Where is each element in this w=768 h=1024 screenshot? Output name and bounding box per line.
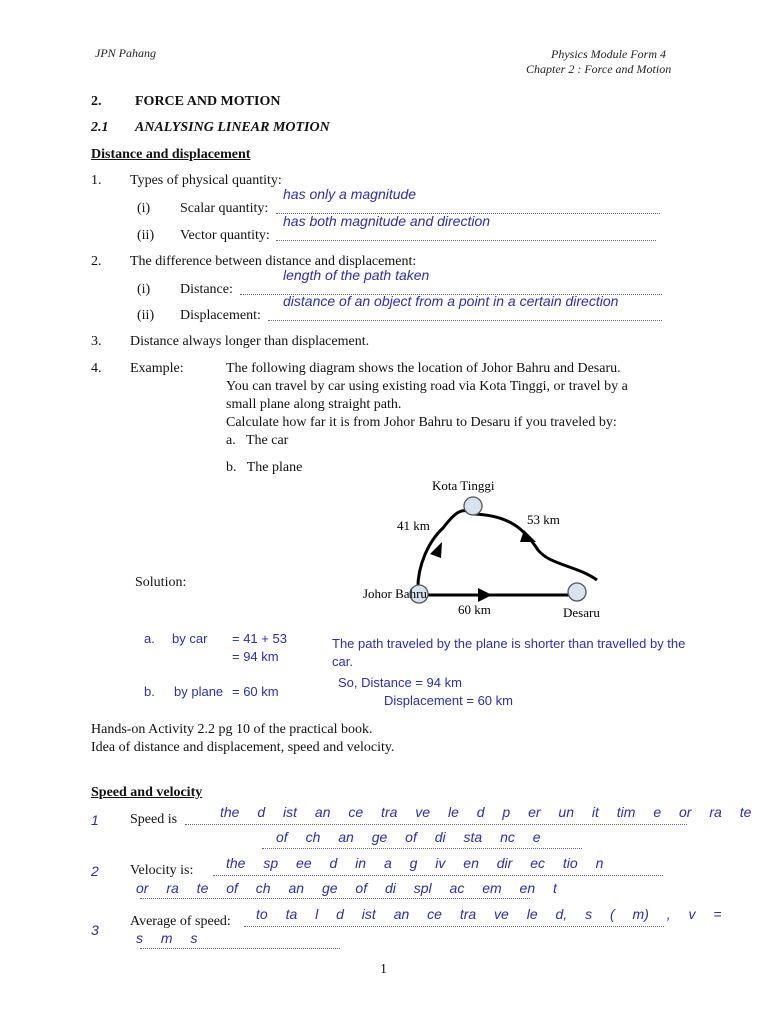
q4-line-3: small plane along straight path. (226, 397, 402, 412)
velocity-definition-line1 (213, 875, 663, 876)
q2-displacement-answer-line (268, 320, 662, 321)
speed-definition-answer2: of ch an ge of di sta nc e (276, 829, 541, 845)
q2-distance-label: Distance: (180, 282, 233, 297)
speed-definition-line2 (262, 848, 582, 849)
activity-line1: Hands-on Activity 2.2 pg 10 of the practical book. (91, 722, 373, 737)
q2-displacement-label: Displacement: (180, 308, 261, 323)
q1-ii-number: (ii) (137, 228, 155, 243)
q4-line-1: The following diagram shows the location of Johor Bahru and Desaru. (226, 361, 621, 376)
average-speed-line1 (244, 926, 664, 927)
speed-item-2-number: 2 (91, 863, 99, 879)
solution-note-line2: car. (332, 654, 353, 669)
solution-a-by: by car (172, 631, 208, 646)
solution-a-label: a. (144, 631, 155, 646)
kota-tinggi-node (464, 497, 482, 515)
header-right-chapter: Chapter 2 : Force and Motion (526, 62, 672, 76)
q1-text: Types of physical quantity: (130, 173, 282, 188)
header-left: JPN Pahang (95, 46, 156, 60)
label-johor-bahru: Johor Bahru (363, 586, 427, 601)
velocity-definition-answer1: the sp ee d in a g iv en dir ec tio n (226, 855, 604, 871)
solution-label: Solution: (135, 575, 187, 590)
q3-number: 3. (91, 334, 102, 349)
arrow-plane (478, 588, 492, 602)
label-kota-tinggi: Kota Tinggi (432, 478, 495, 493)
q2-text: The difference between distance and displacement: (130, 254, 417, 269)
page-number: 1 (380, 962, 387, 977)
q1-scalar-answer: has only a magnitude (283, 186, 417, 202)
chapter-title: FORCE AND MOTION (135, 94, 281, 109)
solution-so-distance: So, Distance = 94 km (338, 675, 462, 690)
speed-definition-line1 (185, 824, 687, 825)
topic-heading-distance: Distance and displacement (91, 147, 251, 162)
arrow-to-kota-tinggi (430, 542, 442, 558)
q4-label: Example: (130, 361, 184, 376)
velocity-definition-answer2: or ra te of ch an ge of di spl ac em en t (136, 880, 557, 896)
header-right-title: Physics Module Form 4 (551, 47, 666, 61)
solution-b-label: b. (144, 684, 155, 699)
q1-scalar-label: Scalar quantity: (180, 201, 269, 216)
average-speed-label: Average of speed: (130, 914, 231, 929)
solution-note-line1: The path traveled by the plane is shorter than travelled by the (332, 636, 686, 651)
velocity-definition-line2 (140, 898, 530, 899)
label-distance-41: 41 km (397, 518, 430, 533)
q1-vector-answer-line (276, 240, 656, 241)
solution-displacement: Displacement = 60 km (384, 693, 513, 708)
q2-ii-number: (ii) (137, 308, 155, 323)
q1-i-number: (i) (137, 201, 151, 216)
solution-b-eq: = 60 km (232, 684, 279, 699)
q2-displacement-answer: distance of an object from a point in a certain direction (283, 293, 619, 309)
average-speed-answer1: to ta l d ist an ce tra ve le d, s ( m) , v = (256, 906, 722, 922)
q4-line-4: Calculate how far it is from Johor Bahru to Desaru if you traveled by: (226, 415, 617, 430)
activity-line2: Idea of distance and displacement, speed and velocity. (91, 740, 395, 755)
q1-number: 1. (91, 173, 102, 188)
q1-vector-label: Vector quantity: (180, 228, 270, 243)
average-speed-answer2: s m s (136, 930, 198, 946)
q2-i-number: (i) (137, 282, 151, 297)
solution-b-by: by plane (174, 684, 224, 699)
q4-option-b: b. The plane (226, 460, 303, 475)
q3-text: Distance always longer than displacement. (130, 334, 370, 349)
speed-definition-answer1: the d ist an ce tra ve le d p er un it tim e or ra te (220, 804, 752, 820)
topic-heading-speed: Speed and velocity (91, 785, 203, 800)
velocity-definition-label: Velocity is: (130, 863, 194, 878)
q2-number: 2. (91, 254, 102, 269)
average-speed-line2 (140, 948, 340, 949)
speed-definition-label: Speed is (130, 812, 178, 827)
q4-option-a: a. The car (226, 433, 289, 448)
desaru-node (568, 583, 586, 601)
section-title: ANALYSING LINEAR MOTION (135, 120, 330, 135)
q2-distance-answer: length of the path taken (283, 267, 430, 283)
speed-item-1-number: 1 (91, 812, 99, 828)
solution-a-eq1: = 41 + 53 (232, 631, 287, 646)
q4-line-2: You can travel by car using existing road via Kota Tinggi, or travel by a (226, 379, 628, 394)
label-distance-53: 53 km (527, 512, 560, 527)
solution-a-eq2: = 94 km (232, 649, 279, 664)
speed-item-3-number: 3 (91, 922, 99, 938)
route-diagram (350, 470, 630, 625)
label-desaru: Desaru (563, 605, 600, 620)
chapter-number: 2. (91, 94, 102, 109)
section-number: 2.1 (91, 120, 109, 135)
label-distance-60: 60 km (458, 602, 491, 617)
q4-number: 4. (91, 361, 102, 376)
q1-vector-answer: has both magnitude and direction (283, 213, 491, 229)
